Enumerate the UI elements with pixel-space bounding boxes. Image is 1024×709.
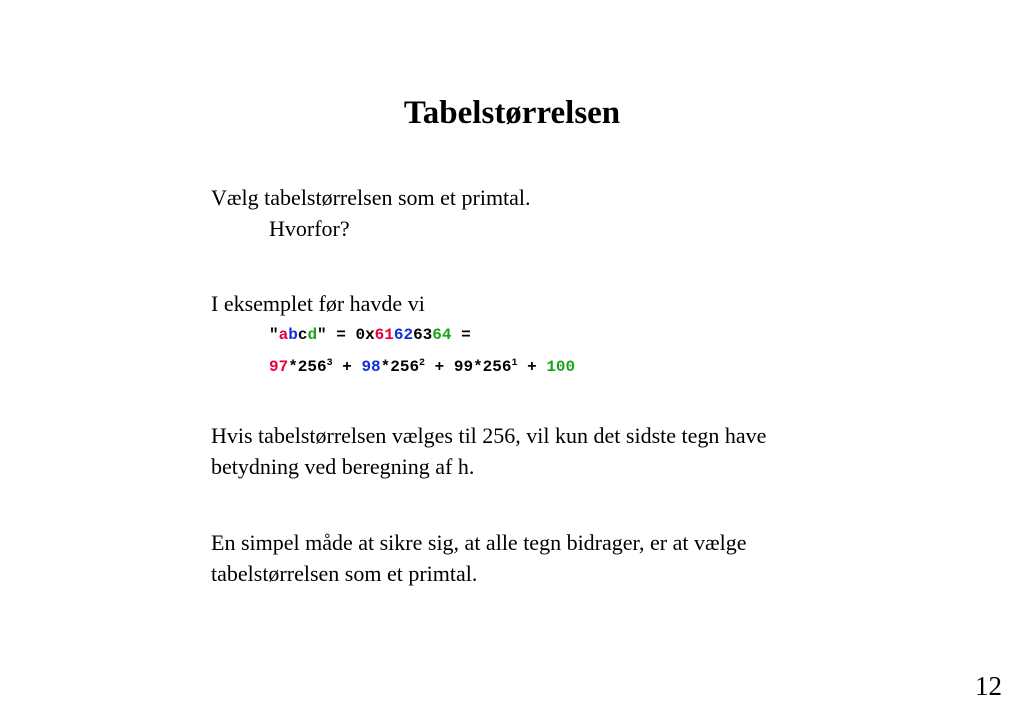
code-equals: =: [451, 326, 471, 344]
example-intro: I eksemplet før havde vi: [211, 291, 425, 316]
quote-close: ": [317, 326, 327, 344]
char-b: b: [288, 326, 298, 344]
exponent-2: 2: [419, 358, 426, 369]
plus-sign-3: +: [517, 358, 547, 376]
quote-open: ": [269, 326, 279, 344]
char-c: c: [297, 326, 308, 344]
plus-sign-1: +: [332, 358, 362, 376]
prime-advice: [211, 182, 531, 244]
hex-prefix: = 0x: [326, 326, 375, 344]
prime-advice-line: Vælg tabelstørrelsen som et primtal.: [211, 185, 531, 210]
value-97: 97: [269, 358, 289, 376]
page-number: 12: [975, 671, 1002, 701]
hex-62: 62: [393, 326, 414, 344]
hex-61: 61: [374, 326, 394, 344]
times-256-b: *256: [380, 358, 420, 376]
exponent-1: 1: [511, 358, 518, 369]
hex-63: 63: [413, 326, 433, 344]
char-d: d: [307, 326, 318, 344]
slide-title: Tabelstørrelsen: [403, 95, 621, 131]
term-99: + 99*256: [425, 358, 512, 376]
size-256-line1: Hvis tabelstørrelsen vælges til 256, vil kun det sidste tegn have: [211, 423, 767, 448]
conclusion-line1: En simpel måde at sikre sig, at alle tegn bidrager, er at vælge: [211, 530, 747, 555]
why-question: Hvorfor?: [269, 216, 350, 241]
value-100: 100: [546, 358, 576, 376]
times-256-a: *256: [288, 358, 327, 376]
code-line-hex: [269, 325, 471, 345]
char-a: a: [278, 326, 289, 344]
exponent-3: 3: [326, 358, 333, 369]
hex-64: 64: [432, 326, 452, 344]
conclusion-line2: tabelstørrelsen som et primtal.: [211, 561, 478, 586]
conclusion: [211, 527, 747, 589]
code-line-sum: [269, 357, 575, 377]
size-256-line2: betydning ved beregning af h.: [211, 454, 475, 479]
value-98: 98: [361, 358, 381, 376]
size-256-note: [211, 420, 766, 482]
